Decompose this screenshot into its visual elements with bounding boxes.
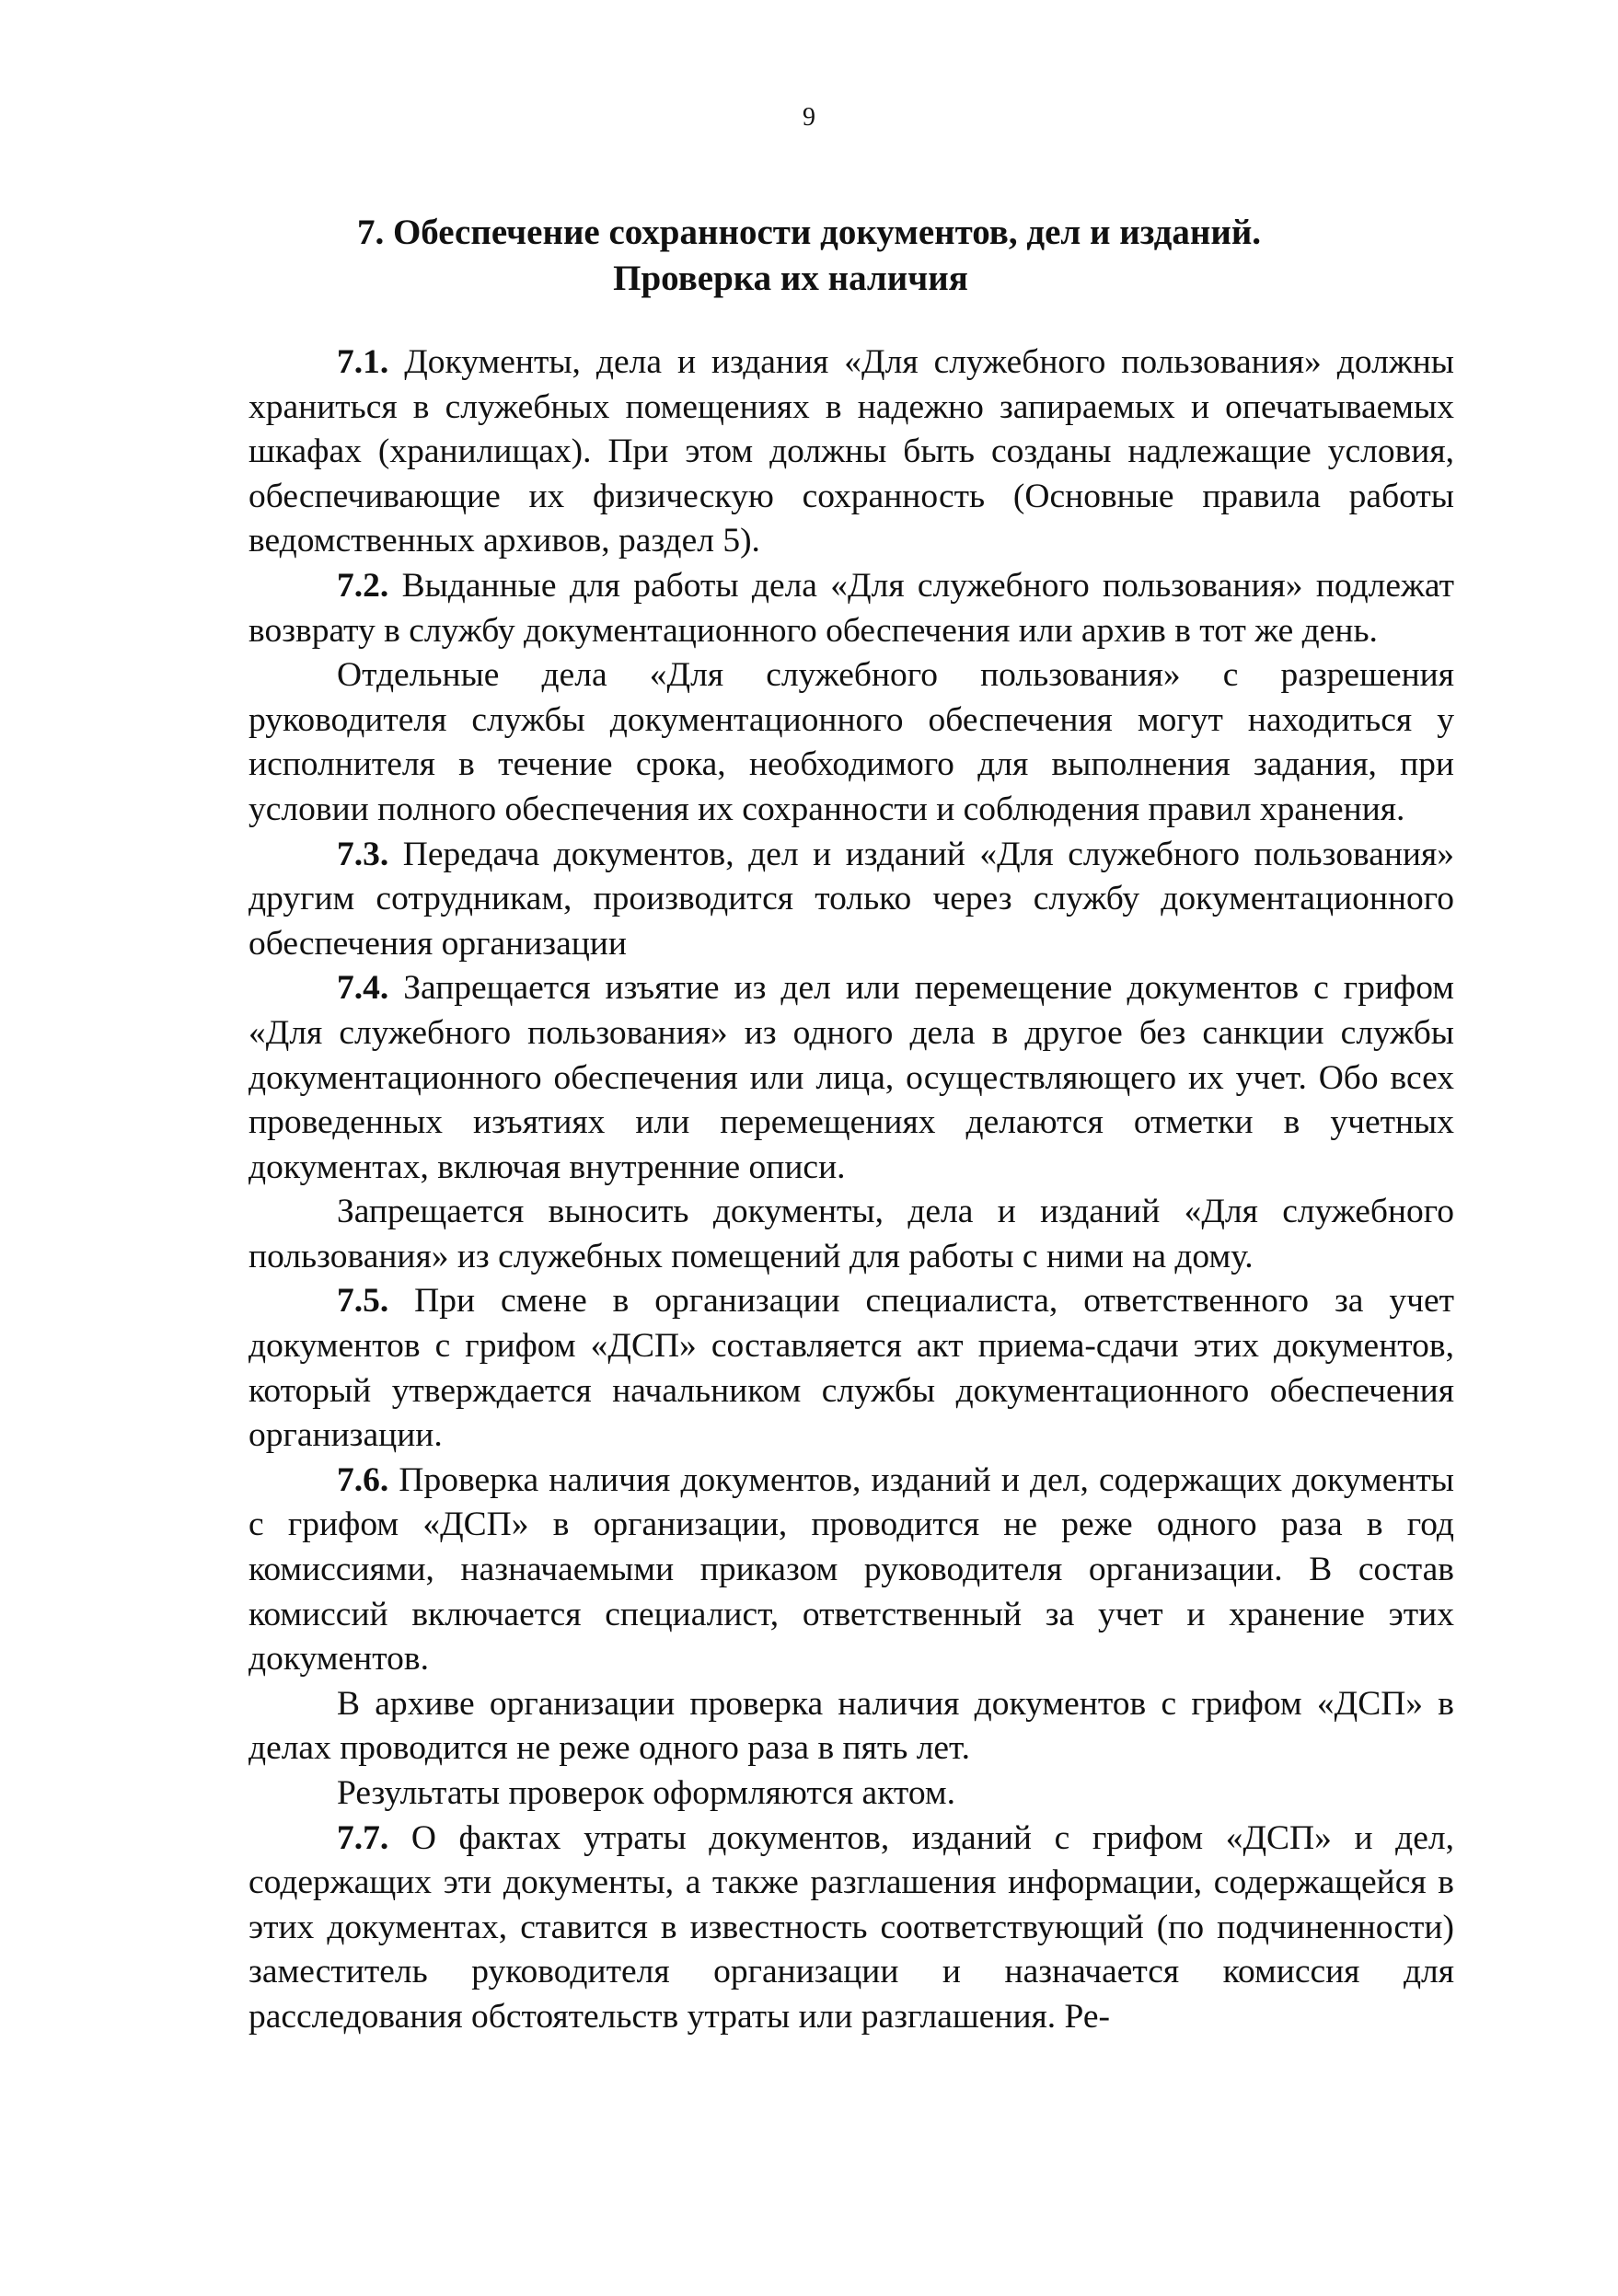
paragraph-7-3	[248, 833, 1454, 967]
section-heading-line-2: Проверка их наличия	[613, 259, 968, 298]
paragraph-7-5	[248, 1279, 1454, 1458]
paragraph-7-2-cont	[248, 653, 1454, 832]
clause-number: 7.3.	[337, 835, 389, 873]
paragraph-text: В архиве организации проверка наличия документов с грифом «ДСП» в делах проводится не реже одного раза в пять лет.	[248, 1684, 1454, 1768]
paragraph-7-7	[248, 1817, 1454, 2040]
paragraph-text: Запрещается изъятие из дел или перемещение документов с грифом «Для служебного пользования» из одного дела в другое без санкции службы документационного обеспечения или лица, осуществляющего их учет. Обо всех проведенных изъятиях или перемещениях делаются отметки в учетных документах, включая внутренние описи.	[248, 969, 1454, 1186]
clause-number: 7.6.	[337, 1460, 389, 1499]
page-number: 9	[803, 103, 815, 132]
clause-number: 7.2.	[337, 566, 389, 605]
paragraph-text: Отдельные дела «Для служебного пользования» с разрешения руководителя службы документационного обеспечения могут находиться у исполнителя в течение срока, необходимого для выполнения задания, при условии полного обеспечения их сохранности и соблюдения правил хранения.	[248, 656, 1454, 828]
paragraph-text: Документы, дела и издания «Для служебного пользования» должны храниться в служебных помещениях в надежно запираемых и опечатываемых шкафах (хранилищах). При этом должны быть созданы надлежащие условия, обеспечивающие их физическую сохранность (Основные правила работы ведомственных архивов, раздел 5).	[248, 343, 1454, 560]
paragraph-7-4	[248, 966, 1454, 1190]
paragraph-7-2	[248, 564, 1454, 653]
paragraph-text: Запрещается выносить документы, дела и изданий «Для служебного пользования» из служебных помещений для работы с ними на дому.	[248, 1193, 1454, 1275]
paragraph-7-6-archive	[248, 1682, 1454, 1771]
paragraph-text: Проверка наличия документов, изданий и дел, содержащих документы с грифом «ДСП» в организации, проводится не реже одного раза в год комиссиями, назначаемыми приказом руководителя организации. В состав комиссий включается специалист, ответственный за учет и хранение этих документов.	[248, 1460, 1454, 1679]
clause-number: 7.1.	[337, 343, 389, 381]
section-heading-line-1: 7. Обеспечение сохранности документов, дел и изданий.	[356, 213, 1262, 252]
clause-number: 7.4.	[337, 969, 389, 1008]
paragraph-text: При смене в организации специалиста, ответственного за учет документов с грифом «ДСП» составляется акт приема-сдачи этих документов, который утверждается начальником службы документационного обеспечения организации.	[248, 1282, 1454, 1455]
clause-number: 7.5.	[337, 1282, 389, 1321]
paragraph-text: О фактах утраты документов, изданий с грифом «ДСП» и дел, содержащих эти документы, а также разглашения информации, содержащейся в этих документах, ставится в известность соответствующий (по подчиненности) заместитель руководителя организации и назначается комиссия для расследования обстоятельств утраты или разглашения. Ре-	[248, 1818, 1454, 2036]
section-heading	[0, 210, 1618, 302]
section-body	[248, 340, 1454, 2040]
paragraph-text: Выданные для работы дела «Для служебного пользования» подлежат возврату в службу документационного обеспечения или архив в тот же день.	[248, 566, 1454, 650]
paragraph-7-1	[248, 340, 1454, 564]
paragraph-7-6	[248, 1459, 1454, 1682]
paragraph-7-6-results	[248, 1771, 1454, 1817]
paragraph-text: Передача документов, дел и изданий «Для служебного пользования» другим сотрудникам, производится только через службу документационного обеспечения организации	[248, 835, 1454, 963]
paragraph-text: Результаты проверок оформляются актом.	[337, 1774, 955, 1812]
paragraph-7-4-cont	[248, 1190, 1454, 1279]
clause-number: 7.7.	[337, 1818, 389, 1857]
